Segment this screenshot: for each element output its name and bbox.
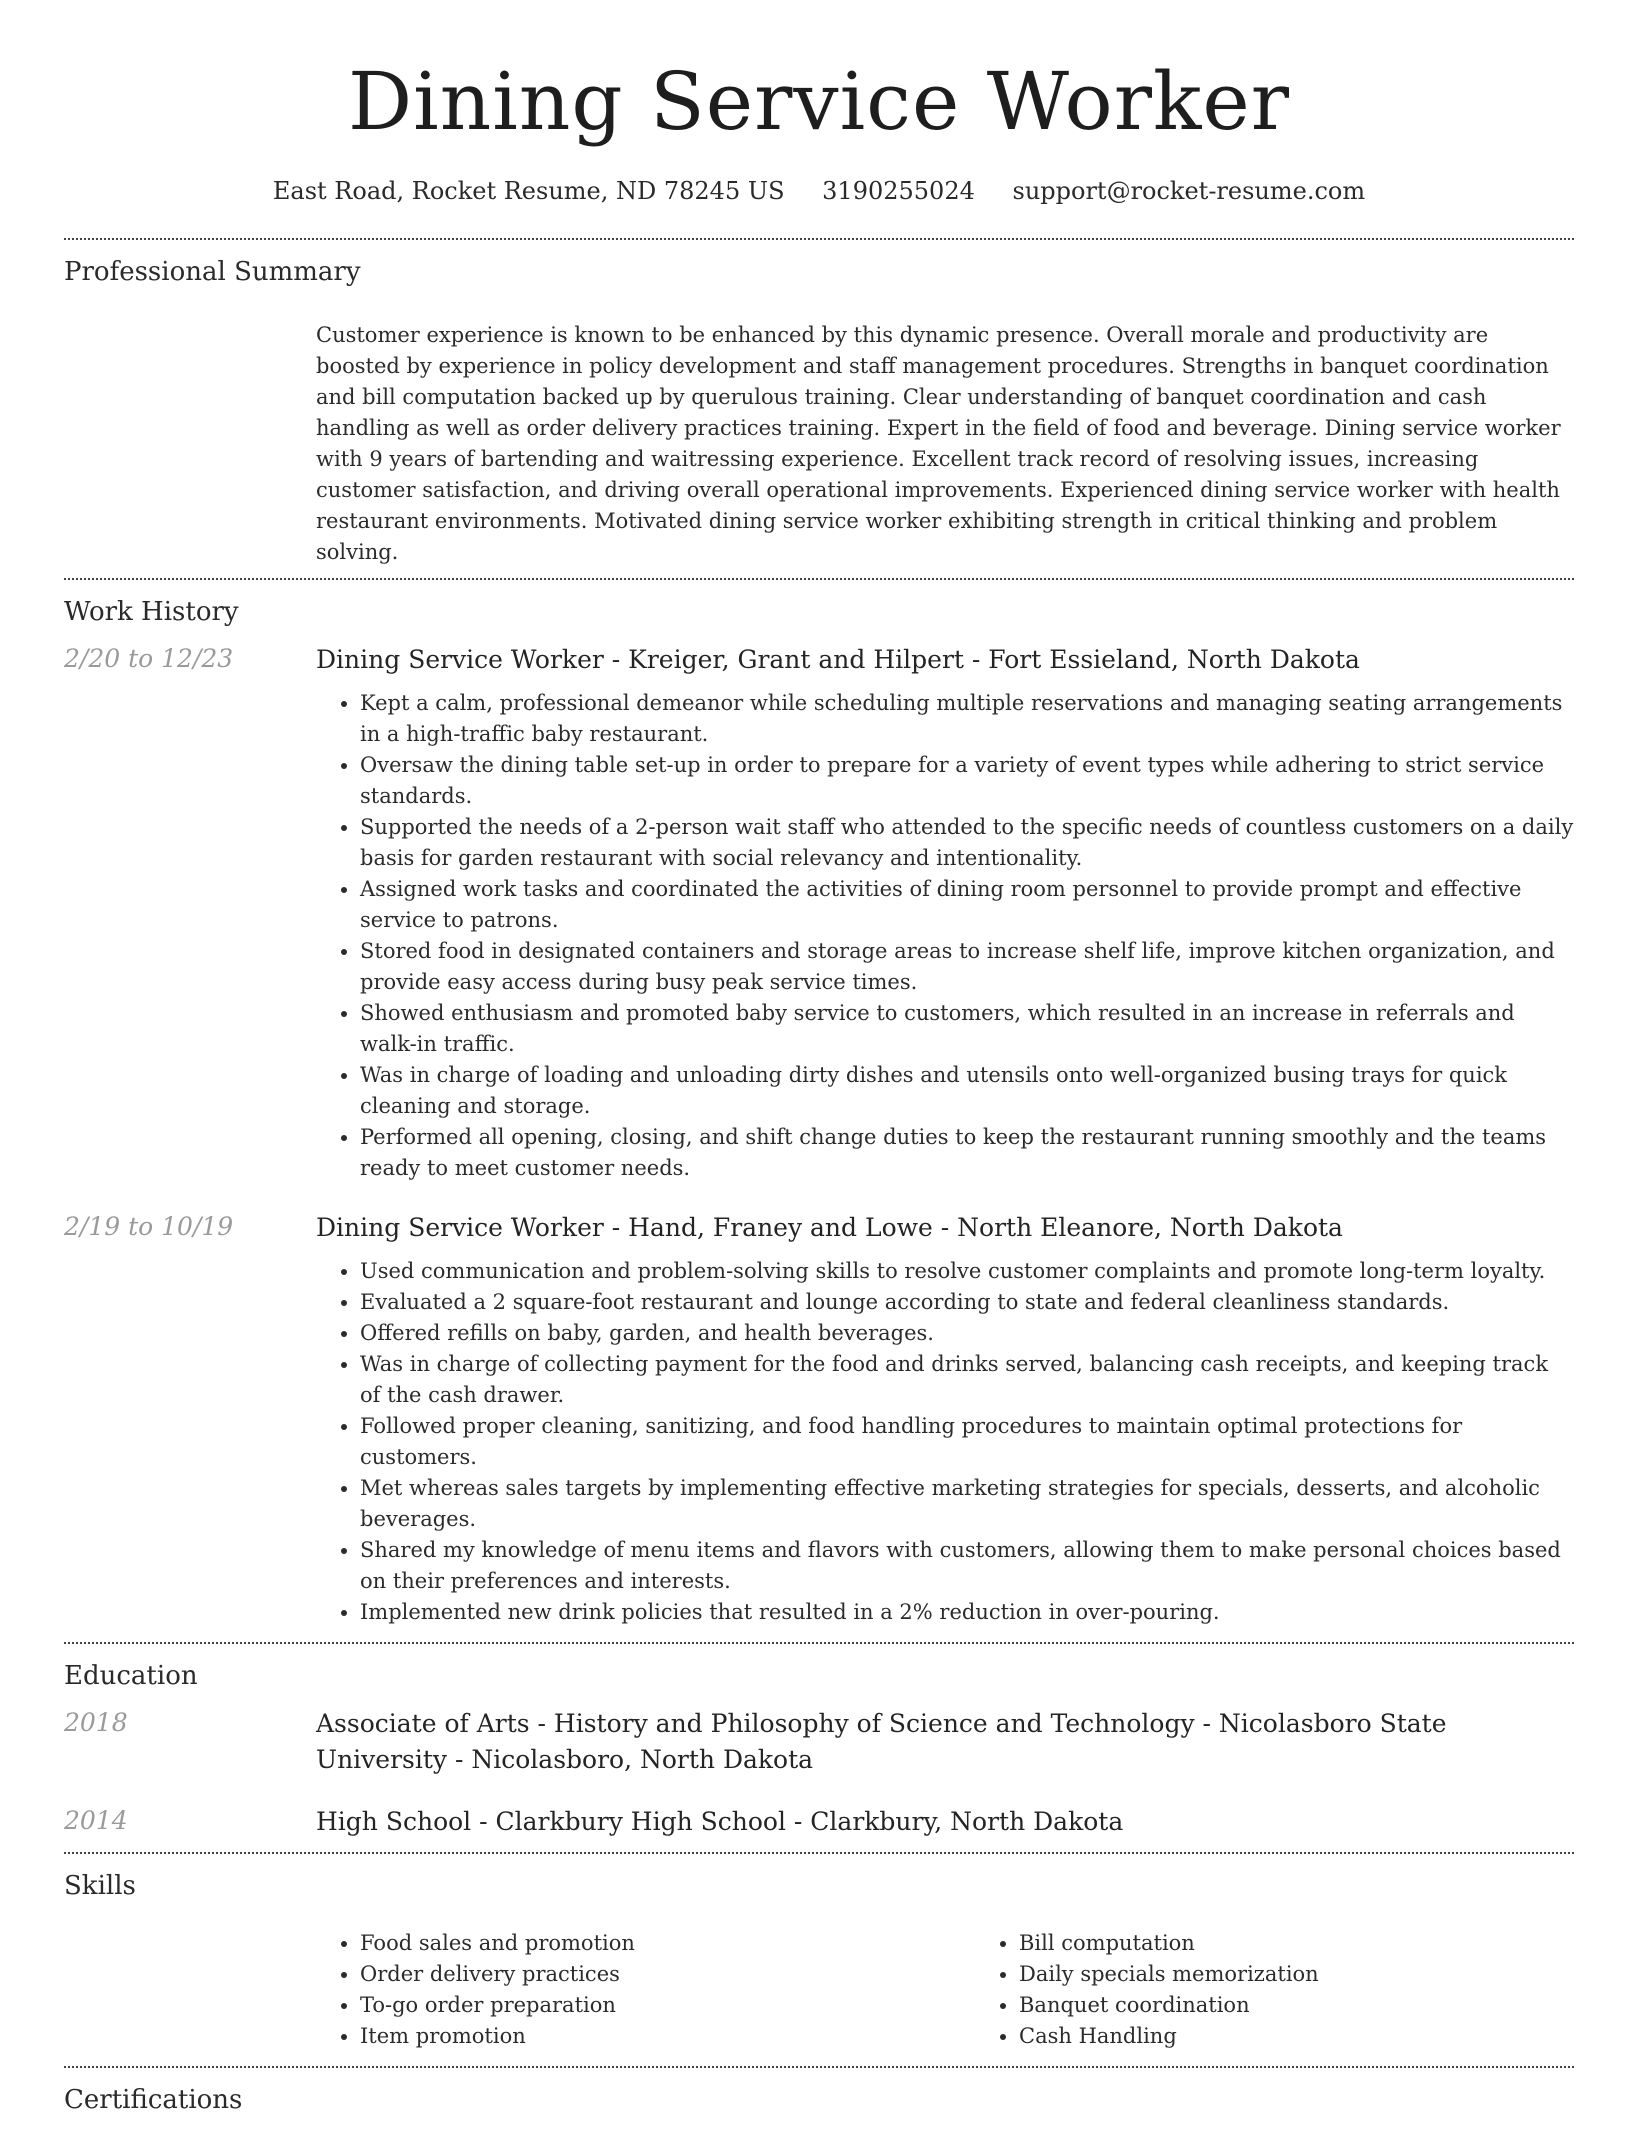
- skills-section: [64, 1854, 1574, 2066]
- duty-item: • Showed enthusiasm and promoted baby service to customers, which resulted in an increase in referrals and walk-in traffic.: [360, 998, 1574, 1060]
- education-entry: [64, 1706, 1574, 1778]
- education-entry: [64, 1804, 1574, 1840]
- skill-item: • Order delivery practices: [360, 1959, 975, 1990]
- duty-item: • Implemented new drink policies that resulted in a 2% reduction in over-pouring.: [360, 1597, 1574, 1628]
- duty-item: • Supported the needs of a 2-person wait staff who attended to the specific needs of countless customers on a daily basis for garden restaurant with social relevancy and intentionality.: [360, 812, 1574, 874]
- skill-item: • Daily specials memorization: [1019, 1959, 1632, 1990]
- job-heading: Dining Service Worker - Kreiger, Grant and Hilpert - Fort Essieland, North Dakota: [316, 645, 1360, 674]
- job-dates: 2/19 to 10/19: [64, 1212, 234, 1241]
- education-year: 2018: [64, 1708, 128, 1737]
- education-year: 2014: [64, 1806, 128, 1835]
- duty-item: • Stored food in designated containers and storage areas to increase shelf life, improve kitchen organization, and provide easy access during busy peak service times.: [360, 936, 1574, 998]
- skill-item: • Bill computation: [1019, 1928, 1632, 1959]
- summary-title: Professional Summary: [64, 257, 361, 287]
- contact-line: [64, 174, 1574, 208]
- certifications-title: Certifications: [64, 2085, 243, 2115]
- duty-item: • Used communication and problem-solving skills to resolve customer complaints and promote long-term loyalty.: [360, 1256, 1574, 1287]
- resume-name: Dining Service Worker: [347, 55, 1290, 148]
- job-entry: [64, 1210, 1574, 1628]
- duty-item: • Was in charge of loading and unloading dirty dishes and utensils onto well-organized busing trays for quick cleaning and storage.: [360, 1060, 1574, 1122]
- duty-item: • Was in charge of collecting payment for the food and drinks served, balancing cash receipts, and keeping track of the cash drawer.: [360, 1349, 1574, 1411]
- contact-email[interactable]: support@rocket-resume.com: [1012, 177, 1366, 205]
- duty-item: • Met whereas sales targets by implementing effective marketing strategies for specials, desserts, and alcoholic beverages.: [360, 1473, 1574, 1535]
- summary-section: [64, 240, 1574, 578]
- education-heading: High School - Clarkbury High School - Clarkbury, North Dakota: [316, 1807, 1124, 1836]
- resume-page: [64, 0, 1574, 2130]
- duty-item: • Followed proper cleaning, sanitizing, and food handling procedures to maintain optimal protections for customers.: [360, 1411, 1574, 1473]
- skill-item: • Item promotion: [360, 2021, 975, 2052]
- skill-item: • Food sales and promotion: [360, 1928, 975, 1959]
- contact-address: East Road, Rocket Resume, ND 78245 US: [272, 177, 785, 205]
- skills-list: [316, 1916, 1632, 2066]
- duty-item: • Evaluated a 2 square-foot restaurant and lounge according to state and federal cleanliness standards.: [360, 1287, 1574, 1318]
- job-duties: [316, 1256, 1574, 1628]
- skill-item: • Cash Handling: [1019, 2021, 1632, 2052]
- work-history-title: Work History: [64, 597, 239, 627]
- education-heading: Associate of Arts - History and Philosophy of Science and Technology - Nicolasboro State University - Nicolasboro, North Dakota: [316, 1709, 1447, 1774]
- duty-item: • Offered refills on baby, garden, and health beverages.: [360, 1318, 1574, 1349]
- job-heading: Dining Service Worker - Hand, Franey and Lowe - North Eleanore, North Dakota: [316, 1213, 1343, 1242]
- duty-item: • Performed all opening, closing, and shift change duties to keep the restaurant running smoothly and the teams ready to meet customer needs.: [360, 1122, 1574, 1184]
- work-history-section: [64, 580, 1574, 1628]
- job-entry: [64, 642, 1574, 1184]
- contact-phone: 3190255024: [822, 177, 975, 205]
- summary-text: Customer experience is known to be enhanced by this dynamic presence. Overall morale and productivity are boosted by experience in policy development and staff management procedures. Strengths in banquet coordination and bill computation backed up by querulous training. Clear understanding of banquet coordination and cash handling as well as order delivery practices training. Expert in the field of food and beverage. Dining service worker with 9 years of bartending and waitressing experience. Excellent track record of resolving issues, increasing customer satisfaction, and driving overall operational improvements. Experienced dining service worker with health restaurant environments. Motivated dining service worker exhibiting strength in critical thinking and problem solving.: [316, 323, 1561, 564]
- job-dates: 2/20 to 12/23: [64, 644, 234, 673]
- skills-title: Skills: [64, 1871, 136, 1901]
- certifications-section: [64, 2068, 1574, 2116]
- skills-column-left: [316, 1928, 975, 2052]
- job-duties: [316, 688, 1574, 1184]
- skill-item: • To-go order preparation: [360, 1990, 975, 2021]
- education-title: Education: [64, 1661, 198, 1691]
- duty-item: • Kept a calm, professional demeanor while scheduling multiple reservations and managing seating arrangements in a high-traffic baby restaurant.: [360, 688, 1574, 750]
- skills-column-right: [975, 1928, 1632, 2052]
- education-section: [64, 1644, 1574, 1840]
- duty-item: • Assigned work tasks and coordinated the activities of dining room personnel to provide prompt and effective service to patrons.: [360, 874, 1574, 936]
- duty-item: • Oversaw the dining table set-up in order to prepare for a variety of event types while adhering to strict service standards.: [360, 750, 1574, 812]
- skill-item: • Banquet coordination: [1019, 1990, 1632, 2021]
- duty-item: • Shared my knowledge of menu items and flavors with customers, allowing them to make personal choices based on their preferences and interests.: [360, 1535, 1574, 1597]
